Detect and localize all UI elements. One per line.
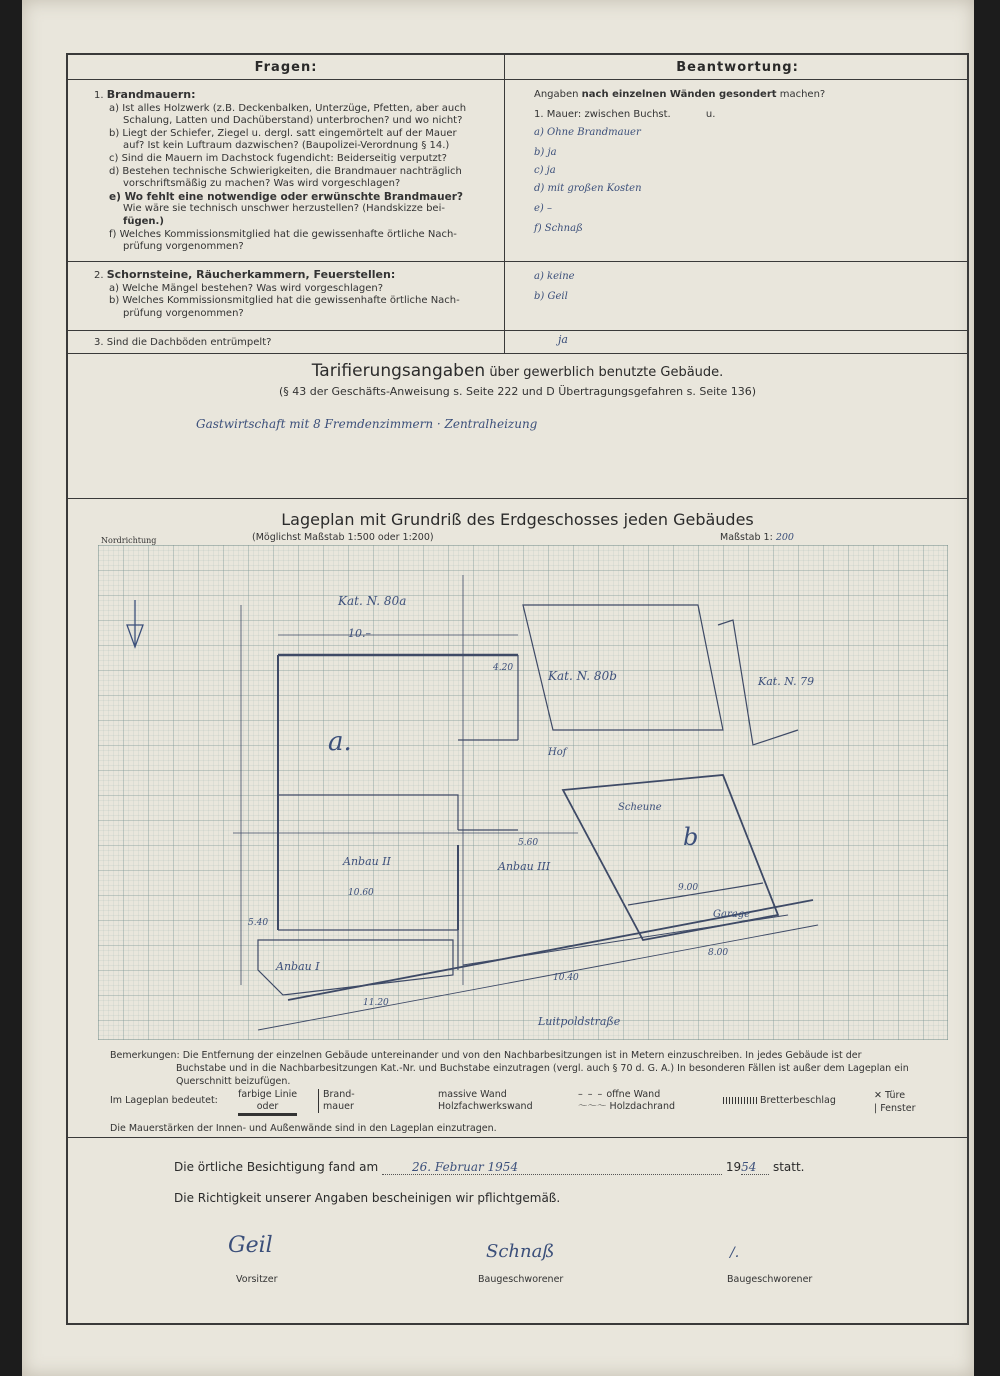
label-d900: 9.00 <box>678 883 699 893</box>
label-d560: 5.60 <box>518 838 539 848</box>
bemerkungen-line-2: Buchstabe und in die Nachbarbesitzungen Kat.-Nr. und Buchstabe einzutragen (vergl. auch § 70 d. G. A.) In besonderen Fällen ist außer dem Lageplan ein <box>176 1063 909 1074</box>
legend-door-window: ✕ Türe | Fenster <box>874 1090 916 1114</box>
label-baugeschworener-2: Baugeschworener <box>727 1274 813 1285</box>
q1-line: Schalung, Latten und Dachüberstand) unterbrochen? und wo nicht? <box>123 115 463 127</box>
answer-1b: b) ja <box>534 147 557 158</box>
q1-line: b) Liegt der Schiefer, Ziegel u. dergl. satt eingemörtelt auf der Mauer <box>109 127 457 139</box>
besichtigung-date: 26. Februar 1954 <box>382 1160 722 1175</box>
answer-1c: c) ja <box>534 165 556 176</box>
mauer-line <box>534 109 954 122</box>
label-strasse: Luitpoldstraße <box>538 1015 621 1028</box>
q2-divider <box>68 330 967 331</box>
label-kat79: Kat. N. 79 <box>758 675 815 688</box>
label-anbau3: Anbau III <box>498 860 551 873</box>
answer-1a: a) Ohne Brandmauer <box>534 127 641 138</box>
q1-divider <box>68 261 967 262</box>
scale-label-text: Maßstab 1: <box>720 532 773 543</box>
q2-line: prüfung vorgenommen? <box>123 307 244 319</box>
form-sheet <box>22 0 974 1376</box>
tarif-subtitle: (§ 43 der Geschäfts-Anweisung s. Seite 222 und D Übertragungsgefahren s. Seite 136) <box>278 385 757 398</box>
bemerkungen <box>110 1049 960 1088</box>
form-frame <box>66 53 969 1325</box>
legend-massive: massive Wand <box>438 1089 507 1100</box>
label-d1120: 11.20 <box>363 998 389 1008</box>
besichtigung-line <box>174 1160 934 1175</box>
answers-intro-a: Angaben <box>534 89 582 100</box>
legend-brand1: Brand- <box>323 1089 355 1100</box>
legend-holzdach: Holzdachrand <box>609 1101 676 1112</box>
besichtigung-year-prefix: 19 <box>725 1160 742 1174</box>
mauer-u: u. <box>705 109 716 120</box>
lageplan-grid <box>98 545 948 1040</box>
q1-line: Wie wäre sie technisch unschwer herzustellen? (Handskizze bei- <box>123 203 445 215</box>
tarif-handwriting: Gastwirtschaft mit 8 Fremdenzimmern · Zentralheizung <box>196 417 538 431</box>
header-fragen: Fragen: <box>254 60 318 75</box>
answer-1d: d) mit großen Kosten <box>534 183 642 194</box>
scale-label <box>720 532 794 543</box>
richtigkeit-line: Die Richtigkeit unserer Angaben bescheinigen wir pflichtgemäß. <box>174 1191 561 1205</box>
answer-3: ja <box>558 333 568 346</box>
tarif-title-b: über gewerblich benutzte Gebäude. <box>485 365 724 380</box>
header-beantwortung: Beantwortung: <box>676 60 799 75</box>
scale-hint: (Möglichst Maßstab 1:500 oder 1:200) <box>252 532 434 543</box>
legend-intro: Im Lageplan bedeutet: <box>110 1095 218 1106</box>
label-d1040: 10.40 <box>553 973 579 983</box>
lageplan-title: Lageplan mit Grundriß des Erdgeschosses jeden Gebäudes <box>281 510 754 529</box>
q1-line: e) Wo fehlt eine notwendige oder erwünschte Brandmauer? <box>109 190 464 203</box>
label-baugeschworener-1: Baugeschworener <box>478 1274 564 1285</box>
answers-intro-c: machen? <box>776 89 826 100</box>
label-d540: 5.40 <box>248 918 269 928</box>
label-hof: Hof <box>548 747 567 758</box>
question-1 <box>94 89 504 254</box>
label-garage: Garage <box>713 909 751 920</box>
label-d1060: 10.60 <box>348 888 374 898</box>
q2-title: Schornsteine, Räucherkammern, Feuerstellen: <box>106 268 396 281</box>
legend-open: – – – offne Wand 〜〜〜 Holzdachrand <box>578 1089 676 1112</box>
signature-vorsitzer: Geil <box>228 1233 273 1258</box>
legend-walls <box>438 1089 533 1113</box>
answer-1e: e) – <box>534 203 552 214</box>
tarif-title <box>68 361 967 381</box>
q2-line: b) Welches Kommissionsmitglied hat die gewissenhafte örtliche Nach- <box>109 295 460 307</box>
column-divider <box>504 55 505 353</box>
answer-2b: b) Geil <box>534 291 568 302</box>
label-vorsitzer: Vorsitzer <box>236 1274 278 1285</box>
bemerkungen-line-3: Querschnitt beizufügen. <box>176 1076 291 1087</box>
legend-bretter-text: Bretterbeschlag <box>760 1095 836 1106</box>
label-kat80b: Kat. N. 80b <box>548 669 617 683</box>
q1-line: fügen.) <box>123 215 164 227</box>
bemerkungen-line-1: Bemerkungen: Die Entfernung der einzelnen Gebäude untereinander und von den Nachbarbesitzungen ist in Metern einzuschreiben. In jedes Gebäude ist der <box>110 1050 862 1061</box>
q1-line: vorschriftsmäßig zu machen? Was wird vorgeschlagen? <box>123 178 401 190</box>
question-3: 3. Sind die Dachböden entrümpelt? <box>94 337 272 348</box>
q1-line: d) Bestehen technische Schwierigkeiten, die Brandmauer nachträglich <box>109 165 462 177</box>
legend-bretter <box>723 1095 836 1106</box>
q1-number: 1. <box>94 90 104 101</box>
q2-number: 2. <box>94 270 104 281</box>
label-building-b: b <box>683 823 699 851</box>
besichtigung-year: 54 <box>741 1160 769 1175</box>
tarif-divider <box>68 498 967 499</box>
mauerstaerken-note: Die Mauerstärken der Innen- und Außenwände sind in den Lageplan einzutragen. <box>110 1123 497 1134</box>
label-d10: 10.– <box>348 627 371 640</box>
label-d420: 4.20 <box>493 663 514 673</box>
q1-line: c) Sind die Mauern im Dachstock fugendicht: Beiderseitig verputzt? <box>109 152 447 164</box>
answers-intro-b: nach einzelnen Wänden gesondert <box>581 89 777 100</box>
mauer-label: 1. Mauer: zwischen Buchst. <box>534 109 671 120</box>
answer-1f: f) Schnaß <box>534 223 583 234</box>
legend-tuere: Türe <box>884 1090 906 1101</box>
question-2 <box>94 269 504 320</box>
legend-brand2: mauer <box>323 1101 354 1112</box>
answers-intro <box>534 89 954 102</box>
besichtigung-pre: Die örtliche Besichtigung fand am <box>174 1160 379 1174</box>
legend-oder-text: oder <box>238 1101 297 1116</box>
legend-offne: offne Wand <box>606 1089 661 1100</box>
signature-baugeschworener-2: /. <box>730 1245 740 1261</box>
q1-line: a) Ist alles Holzwerk (z.B. Deckenbalken, Unterzüge, Pfetten, aber auch <box>109 102 467 114</box>
tarif-title-a: Tarifierungsangaben <box>311 361 486 381</box>
label-kat80a: Kat. N. 80a <box>338 594 407 608</box>
label-anbau2: Anbau II <box>343 855 391 868</box>
q3-divider <box>68 353 967 354</box>
answer-2a: a) keine <box>534 271 575 282</box>
q1-line: auf? Ist kein Luftraum dazwischen? (Baupolizei-Verordnung § 14.) <box>123 140 450 152</box>
q1-title: Brandmauern: <box>106 88 196 101</box>
scale-value: 200 <box>775 532 794 543</box>
label-anbau1: Anbau I <box>276 960 320 973</box>
legend-fenster: Fenster <box>880 1103 916 1114</box>
nordrichtung-label: Nordrichtung <box>101 536 157 545</box>
label-scheune: Scheune <box>618 802 662 813</box>
q1-line: f) Welches Kommissionsmitglied hat die gewissenhafte örtliche Nach- <box>109 228 457 240</box>
q1-line: prüfung vorgenommen? <box>123 241 244 253</box>
legend-holzfach: Holzfachwerkswand <box>438 1101 533 1112</box>
legend-farbige <box>238 1089 297 1116</box>
legend-farbige-text: farbige Linie <box>238 1089 298 1100</box>
label-building-a: a. <box>328 727 352 757</box>
label-d800: 8.00 <box>708 948 729 958</box>
besichtigung-post: statt. <box>772 1160 805 1174</box>
signature-baugeschworener-1: Schnaß <box>486 1241 555 1262</box>
legend-brandmauer <box>318 1089 355 1113</box>
legend-divider <box>68 1137 967 1138</box>
q2-line: a) Welche Mängel bestehen? Was wird vorgeschlagen? <box>109 282 384 294</box>
header-divider <box>68 79 967 80</box>
